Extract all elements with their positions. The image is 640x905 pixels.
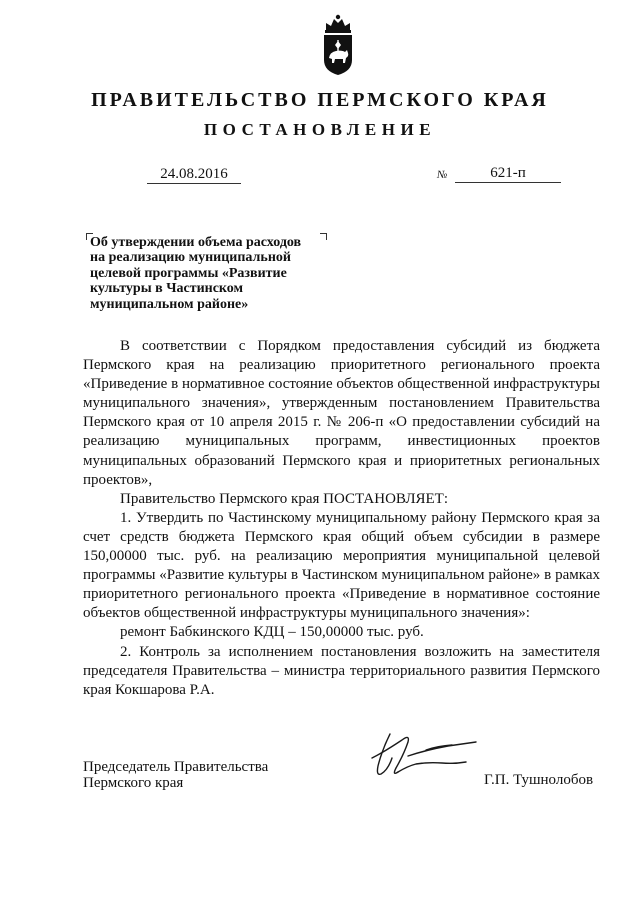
subject-line: культуры в Частинском xyxy=(90,281,244,297)
coat-of-arms-icon xyxy=(318,14,358,76)
subject-bracket-right xyxy=(320,233,327,240)
decree-paragraph: Правительство Пермского края ПОСТАНОВЛЯЕТ: xyxy=(120,490,449,507)
subject-line: на реализацию муниципальной xyxy=(90,250,291,266)
subject-bracket-left xyxy=(86,233,93,240)
document-type: ПОСТАНОВЛЕНИЕ xyxy=(203,120,437,139)
document-number: 621-п xyxy=(455,164,561,183)
signatory-position-line: Председатель Правительства xyxy=(83,759,269,775)
handwritten-signature xyxy=(368,728,480,788)
signatory-position xyxy=(83,759,268,791)
number-sign: № xyxy=(437,169,448,181)
government-title: ПРАВИТЕЛЬСТВО ПЕРМСКОГО КРАЯ xyxy=(91,89,549,111)
signatory-name: Г.П. Тушнолобов xyxy=(484,772,594,788)
document-subject xyxy=(90,235,325,312)
subject-line: Об утверждении объема расходов xyxy=(90,235,302,250)
subject-line: целевой программы «Развитие xyxy=(90,265,287,281)
intro-paragraph: В соответствии с Порядком предоставления субсидий из бюджета Пермского края на реализацию приоритетного регионального проекта «Приведение в нормативное состояние объектов общественной инфраструктуры муниципального значения», утвержденным постановлением Правительства Пермского края от 10 апреля 2015 г. № 206-п «О предоставлении субсидий на реализацию муниципальных программ, инвестиционных проектов муниципальных образований Пермского края и приоритетных региональных проектов», xyxy=(83,338,600,488)
signatory-position-line: Пермского края xyxy=(83,775,184,791)
subject-line: муниципальном районе» xyxy=(90,296,249,312)
item-1-detail: ремонт Бабкинского КДЦ – 150,00000 тыс. руб. xyxy=(120,624,424,641)
item-1-paragraph: 1. Утвердить по Частинскому муниципальному району Пермского края за счет средств бюджета Пермского края общий объем субсидии в размере 150,00000 тыс. руб. на реализацию мероприятия муниципальной целевой программы «Развитие культуры в Частинском муниципальном районе» в рамках приоритетного регионального проекта «Приведение в нормативное состояние объектов общественной инфраструктуры муниципального значения»: xyxy=(83,509,600,622)
document-date: 24.08.2016 xyxy=(147,165,241,184)
document-body xyxy=(83,337,600,700)
item-2-paragraph: 2. Контроль за исполнением постановления возложить на заместителя председателя Правительства – министра территориального развития Пермского края Кокшарова Р.А. xyxy=(83,643,600,698)
